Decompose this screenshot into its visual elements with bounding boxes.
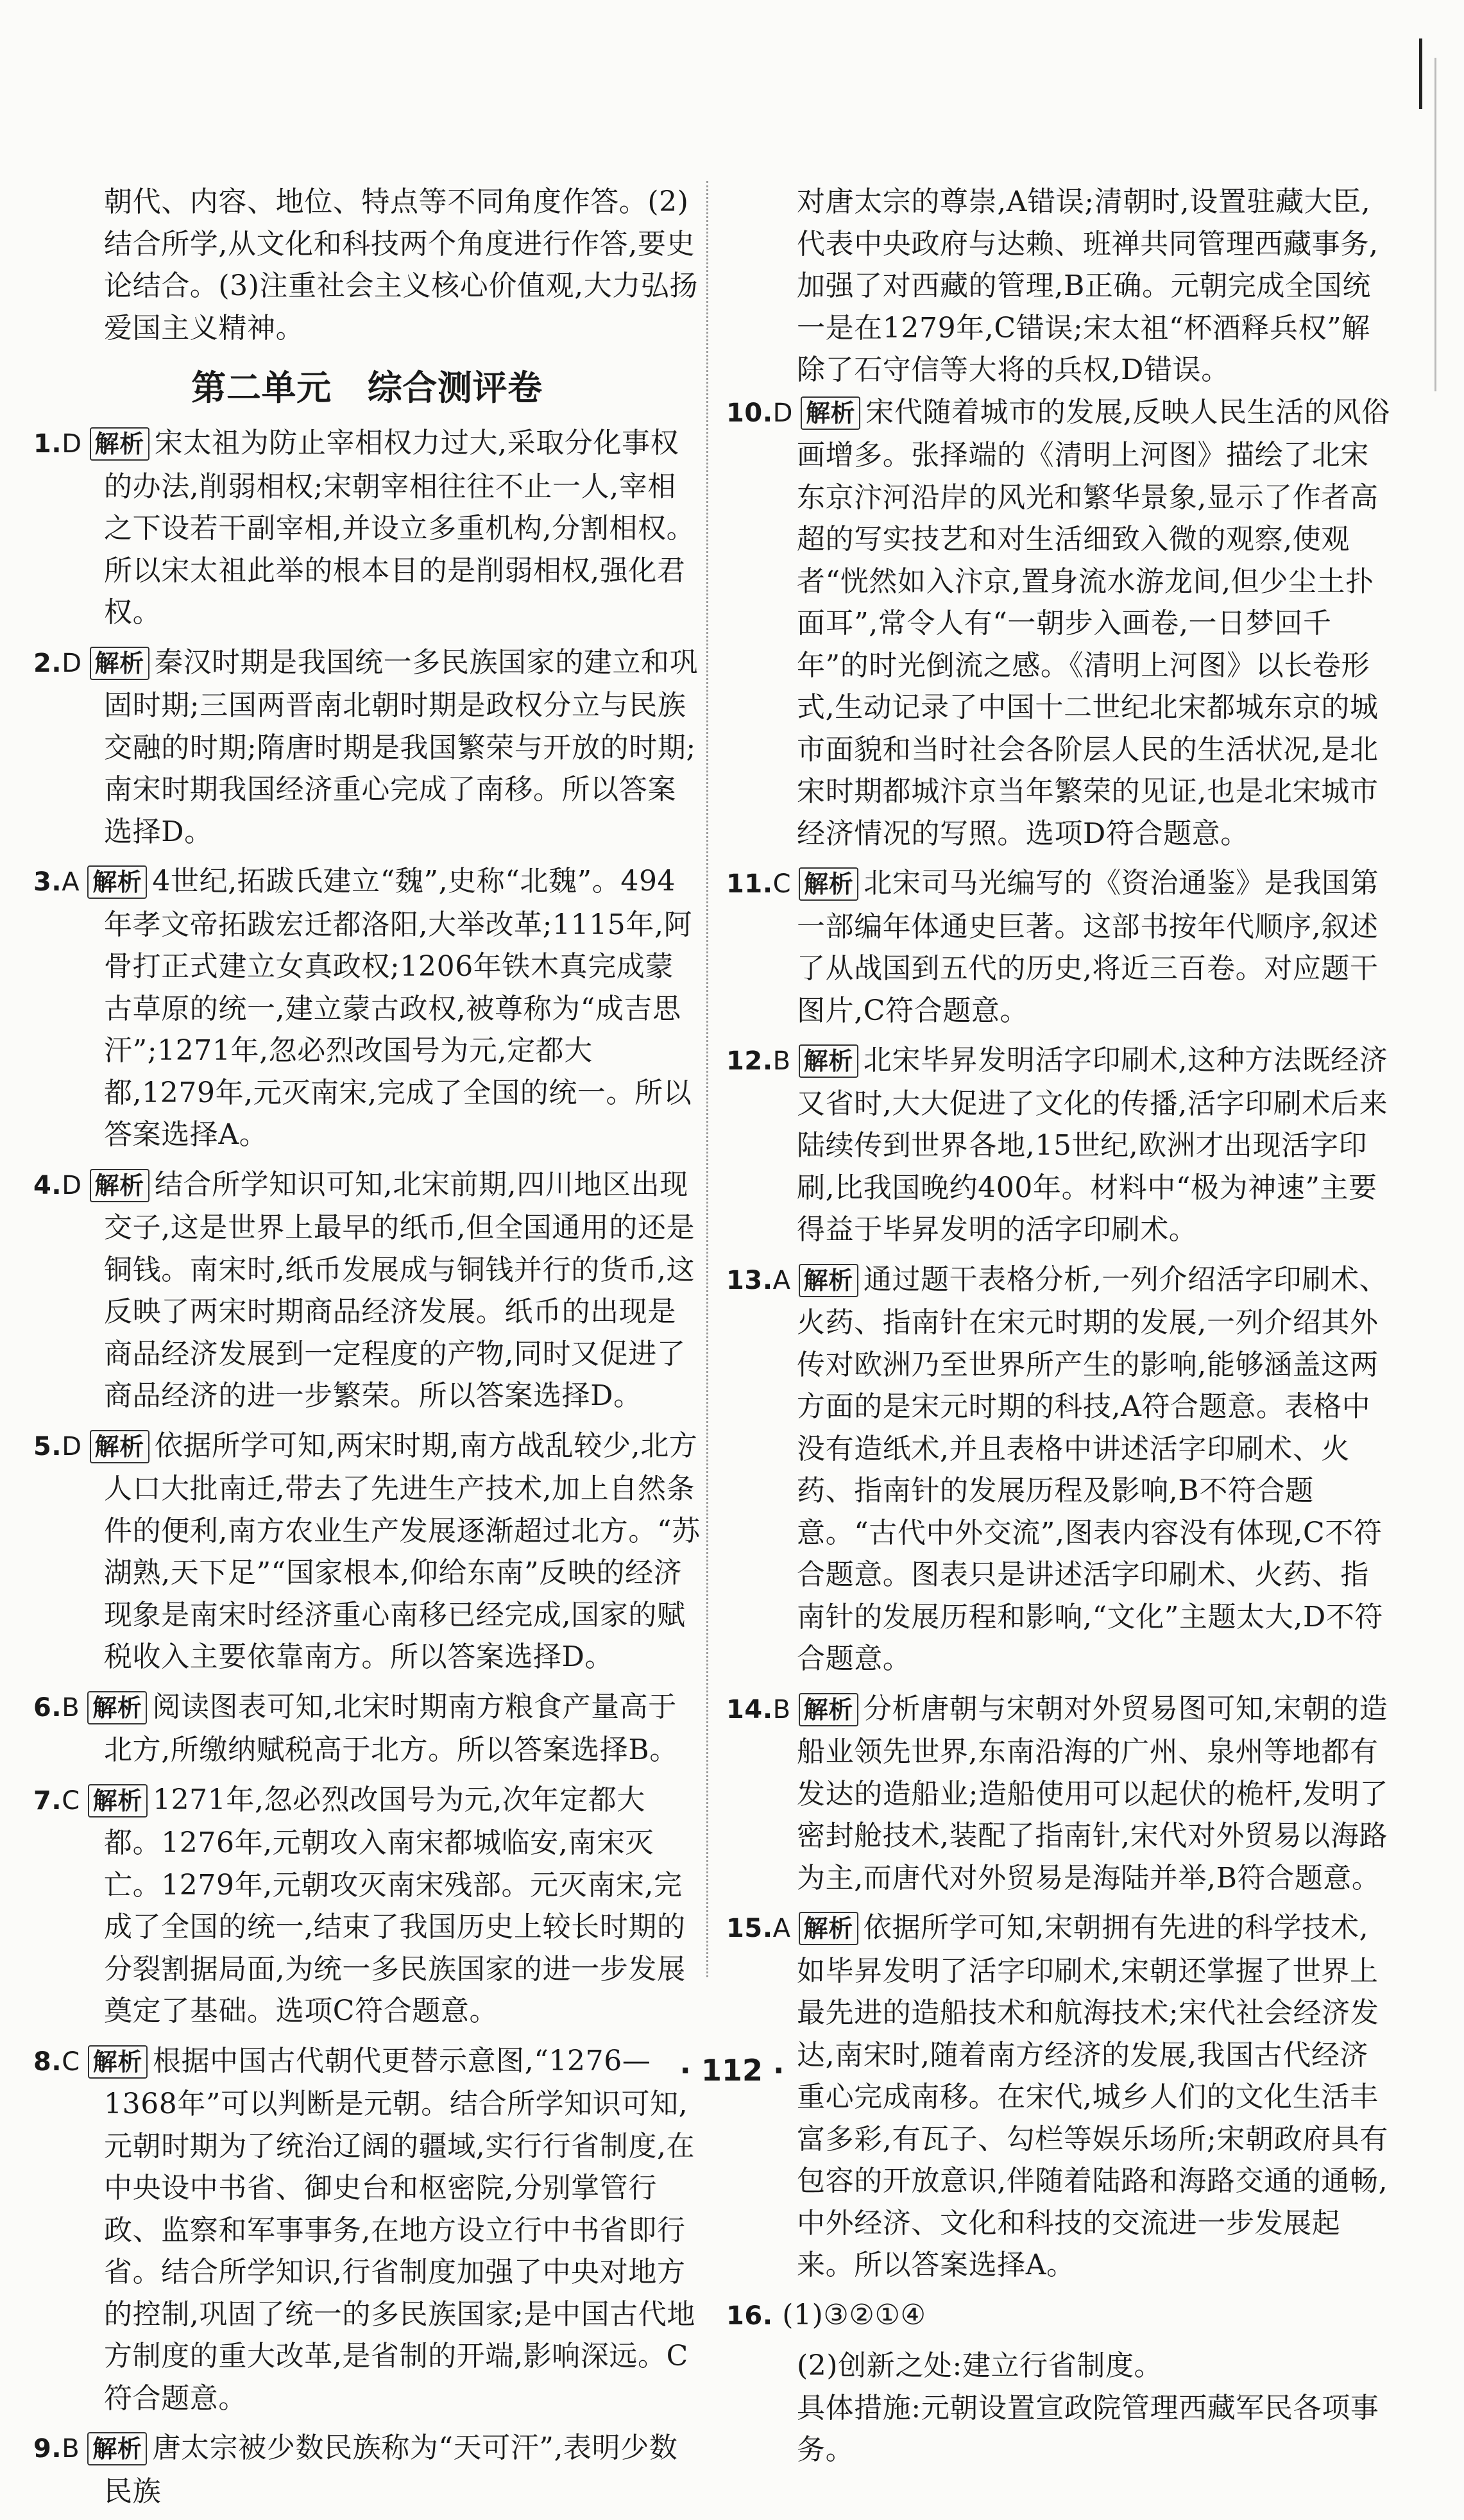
answer-choice: A <box>772 1914 791 1943</box>
answer-choice: D <box>62 1431 82 1461</box>
answer-item <box>726 391 1393 855</box>
answer-explanation: 1271年,忽必烈改国号为元,次年定都大都。1276年,元朝攻入南宋都城临安,南宋灭亡。1279年,元朝攻灭南宋残部。元灭南宋,完成了全国的统一,结束了我国历史上较长时期的分裂割据局面,为统一多民族国家的进一步发展奠定了基础。选项C符合题意。 <box>104 1783 686 2027</box>
answer-item <box>726 1259 1393 1680</box>
answer-number: 13. <box>726 1265 773 1295</box>
left-column <box>33 181 701 2520</box>
analysis-tag: 解析 <box>799 1264 858 1297</box>
unit-title-a: 第二单元 <box>191 368 332 408</box>
answer-choice: D <box>62 429 82 459</box>
page-number: · 112 · <box>679 2053 785 2088</box>
answer-number: 16. <box>726 2301 773 2331</box>
answer-explanation: 结合所学知识可知,北宋前期,四川地区出现交子,这是世界上最早的纸币,但全国通用的还是铜钱。南宋时,纸币发展成与铜钱并行的货币,这反映了两宋时期商品经济发展。纸币的出现是商品经济发展到一定程度的产物,同时又促进了商品经济的进一步繁荣。所以答案选择D。 <box>104 1168 695 1412</box>
answer-choice: D <box>62 648 82 678</box>
scan-edge-line <box>1434 58 1436 391</box>
right-answer-list <box>726 391 1393 2286</box>
answer-explanation: 阅读图表可知,北宋时期南方粮食产量高于北方,所缴纳赋税高于北方。所以答案选择B。 <box>104 1690 678 1766</box>
analysis-tag: 解析 <box>799 1912 858 1945</box>
answer-item <box>33 1425 701 1678</box>
analysis-tag: 解析 <box>88 1784 148 1818</box>
column-divider <box>706 181 708 1977</box>
answer-item <box>726 862 1393 1032</box>
answer-number: 9. <box>33 2434 62 2464</box>
q16-line1: (1)③②①④ <box>782 2298 926 2331</box>
analysis-tag: 解析 <box>90 647 149 680</box>
answer-explanation: 依据所学可知,宋朝拥有先进的科学技术,如毕昇发明了活字印刷术,宋朝还掌握了世界上最先进的造船技术和航海技术;宋代社会经济发达,南宋时,随着南方经济的发展,我国古代经济重心完成南移。在宋代,城乡人们的文化生活丰富多彩,有瓦子、勾栏等娱乐场所;宋朝政府具有包容的开放意识,伴随着陆路和海路交通的通畅,中外经济、文化和科技的交流进一步发展起来。所以答案选择A。 <box>797 1911 1389 2281</box>
answer-choice: C <box>62 1785 80 1816</box>
q16-line3: 具体措施:元朝设置宣政院管理西藏军民各项事务。 <box>797 2391 1379 2466</box>
answer-explanation: 4世纪,拓跋氏建立“魏”,史称“北魏”。494年孝文帝拓跋宏迁都洛阳,大举改革;1115年,阿骨打正式建立女真政权;1206年铁木真完成蒙古草原的统一,建立蒙古政权,被尊称为“成吉思汗”;1271年,忽必烈改国号为元,定都大都,1279年,元灭南宋,完成了全国的统一。所以答案选择A。 <box>104 865 693 1151</box>
answer-number: 11. <box>726 869 773 899</box>
intro-paragraph: 朝代、内容、地位、特点等不同角度作答。(2)结合所学,从文化和科技两个角度进行作答,要史论结合。(3)注重社会主义核心价值观,大力弘扬爱国主义精神。 <box>104 185 699 345</box>
answer-explanation: 分析唐朝与宋朝对外贸易图可知,宋朝的造船业领先世界,东南沿海的广州、泉州等地都有发达的造船业;造船使用可以起伏的桅杆,发明了密封舱技术,装配了指南针,宋代对外贸易以海路为主,而唐代对外贸易是海陆并举,B符合题意。 <box>797 1692 1389 1894</box>
answer-item <box>726 1039 1393 1251</box>
scan-edge-mark <box>1419 38 1422 109</box>
answer-explanation: 宋太祖为防止宰相权力过大,采取分化事权的办法,削弱相权;宋朝宰相往往不止一人,宰相之下设若干副宰相,并设立多重机构,分割相权。所以宋太祖此举的根本目的是削弱相权,强化君权。 <box>104 427 695 629</box>
analysis-tag: 解析 <box>87 2432 147 2465</box>
analysis-tag: 解析 <box>90 1430 149 1463</box>
answer-item <box>33 1164 701 1417</box>
answer-item <box>33 642 701 853</box>
answer-item-16 <box>726 2294 1393 2338</box>
answer-explanation: 依据所学可知,两宋时期,南方战乱较少,北方人口大批南迁,带去了先进生产技术,加上自然条件的便利,南方农业生产发展逐渐超过北方。“苏湖熟,天下足”“国家根本,仰给东南”反映的经济现象是南宋时经济重心南移已经完成,国家的赋税收入主要依靠南方。所以答案选择D。 <box>104 1429 701 1673</box>
q16-line2: (2)创新之处:建立行省制度。 <box>797 2349 1163 2382</box>
unit-title <box>33 366 701 411</box>
answer-choice: B <box>772 1046 791 1076</box>
analysis-tag: 解析 <box>799 1693 858 1726</box>
answer-item <box>33 1686 701 1771</box>
answer-explanation: 根据中国古代朝代更替示意图,“1276—1368年”可以判断是元朝。结合所学知识可知,元朝时期为了统治辽阔的疆域,实行行省制度,在中央设中书省、御史台和枢密院,分别掌管行政、监察和军事事务,在地方设立行中书省即行省。结合所学知识,行省制度加强了中央对地方的控制,巩固了统一的多民族国家;是中国古代地方制度的重大改革,是省制的开端,影响深远。C符合题意。 <box>104 2044 696 2415</box>
answer-item <box>33 2040 701 2420</box>
answer-explanation: 秦汉时期是我国统一多民族国家的建立和巩固时期;三国两晋南北朝时期是政权分立与民族交融的时期;隋唐时期是我国繁荣与开放的时期;南宋时期我国经济重心完成了南移。所以答案选择D。 <box>104 645 699 848</box>
answer-choice: B <box>62 1692 80 1723</box>
analysis-tag: 解析 <box>90 1169 149 1202</box>
answer-number: 15. <box>726 1914 773 1943</box>
answer-number: 7. <box>33 1785 62 1816</box>
answer-choice: B <box>62 2434 80 2464</box>
analysis-tag: 解析 <box>90 427 149 461</box>
answer-number: 8. <box>33 2047 62 2077</box>
answer-item <box>33 422 701 634</box>
analysis-tag: 解析 <box>87 865 147 899</box>
analysis-tag: 解析 <box>799 1044 858 1078</box>
analysis-tag: 解析 <box>88 2045 148 2079</box>
analysis-tag: 解析 <box>87 1691 147 1724</box>
right-column <box>726 181 1393 2471</box>
answer-number: 10. <box>726 398 773 428</box>
answer-choice: B <box>772 1694 791 1724</box>
left-answer-list <box>33 422 701 2512</box>
answer-explanation: 北宋司马光编写的《资治通鉴》是我国第一部编年体通史巨著。这部书按年代顺序,叙述了从战国到五代的历史,将近三百卷。对应题干图片,C符合题意。 <box>797 867 1379 1027</box>
analysis-tag: 解析 <box>801 396 860 430</box>
answer-explanation: 通过题干表格分析,一列介绍活字印刷术、火药、指南针在宋元时期的发展,一列介绍其外传对欧洲乃至世界所产生的影响,能够涵盖这两方面的是宋元时期的科技,A符合题意。表格中没有造纸术,并且表格中讲述活字印刷术、火药、指南针的发展历程及影响,B不符合题意。“古代中外交流”,图表内容没有体现,C不符合题意。图表只是讲述活字印刷术、火药、指南针的发展历程和影响,“文化”主题太大,D不符合题意。 <box>797 1263 1388 1675</box>
answer-choice: C <box>772 869 792 899</box>
analysis-tag: 解析 <box>799 867 858 901</box>
answer-item <box>33 1779 701 2032</box>
answer-number: 1. <box>33 429 62 459</box>
answer-choice: A <box>772 1265 791 1295</box>
answer-number: 5. <box>33 1431 62 1461</box>
answer-item <box>726 1688 1393 1900</box>
answer-item <box>33 860 701 1156</box>
answer-item <box>33 2427 701 2512</box>
answer-number: 6. <box>33 1692 62 1723</box>
answer-number: 12. <box>726 1046 773 1076</box>
answer-choice: D <box>772 398 794 428</box>
answer-choice: D <box>62 1170 82 1200</box>
unit-title-b: 综合测评卷 <box>367 368 543 408</box>
answer-choice: C <box>62 2047 80 2077</box>
answer-explanation: 北宋毕昇发明活字印刷术,这种方法既经济又省时,大大促进了文化的传播,活字印刷术后来陆续传到世界各地,15世纪,欧洲才出现活字印刷,比我国晚约400年。材料中“极为神速”主要得益于毕昇发明的活字印刷术。 <box>797 1044 1388 1246</box>
answer-number: 3. <box>33 867 62 897</box>
answer-number: 2. <box>33 648 62 678</box>
answer-explanation: 宋代随着城市的发展,反映人民生活的风俗画增多。张择端的《清明上河图》描绘了北宋东京汴河沿岸的风光和繁华景象,显示了作者高超的写实技艺和对生活细致入微的观察,使观者“恍然如入汴京,置身流水游龙间,但少尘土扑面耳”,常令人有“一朝步入画卷,一日梦回千年”的时光倒流之感。《清明上河图》以长卷形式,生动记录了中国十二世纪北宋都城东京的城市面貌和当时社会各阶层人民的生活状况,是北宋时期都城汴京当年繁荣的见证,也是北宋城市经济情况的写照。选项D符合题意。 <box>797 395 1390 850</box>
answer-explanation: 唐太宗被少数民族称为“天可汗”,表明少数民族 <box>104 2431 678 2508</box>
answer-number: 14. <box>726 1694 773 1724</box>
q9-continuation: 对唐太宗的尊崇,A错误;清朝时,设置驻藏大臣,代表中央政府与达赖、班禅共同管理西藏事务,加强了对西藏的管理,B正确。元朝完成全国统一是在1279年,C错误;宋太祖“杯酒释兵权”解除了石守信等大将的兵权,D错误。 <box>797 185 1379 386</box>
answer-number: 4. <box>33 1170 62 1200</box>
answer-item <box>726 1907 1393 2286</box>
answer-choice: A <box>62 867 80 897</box>
